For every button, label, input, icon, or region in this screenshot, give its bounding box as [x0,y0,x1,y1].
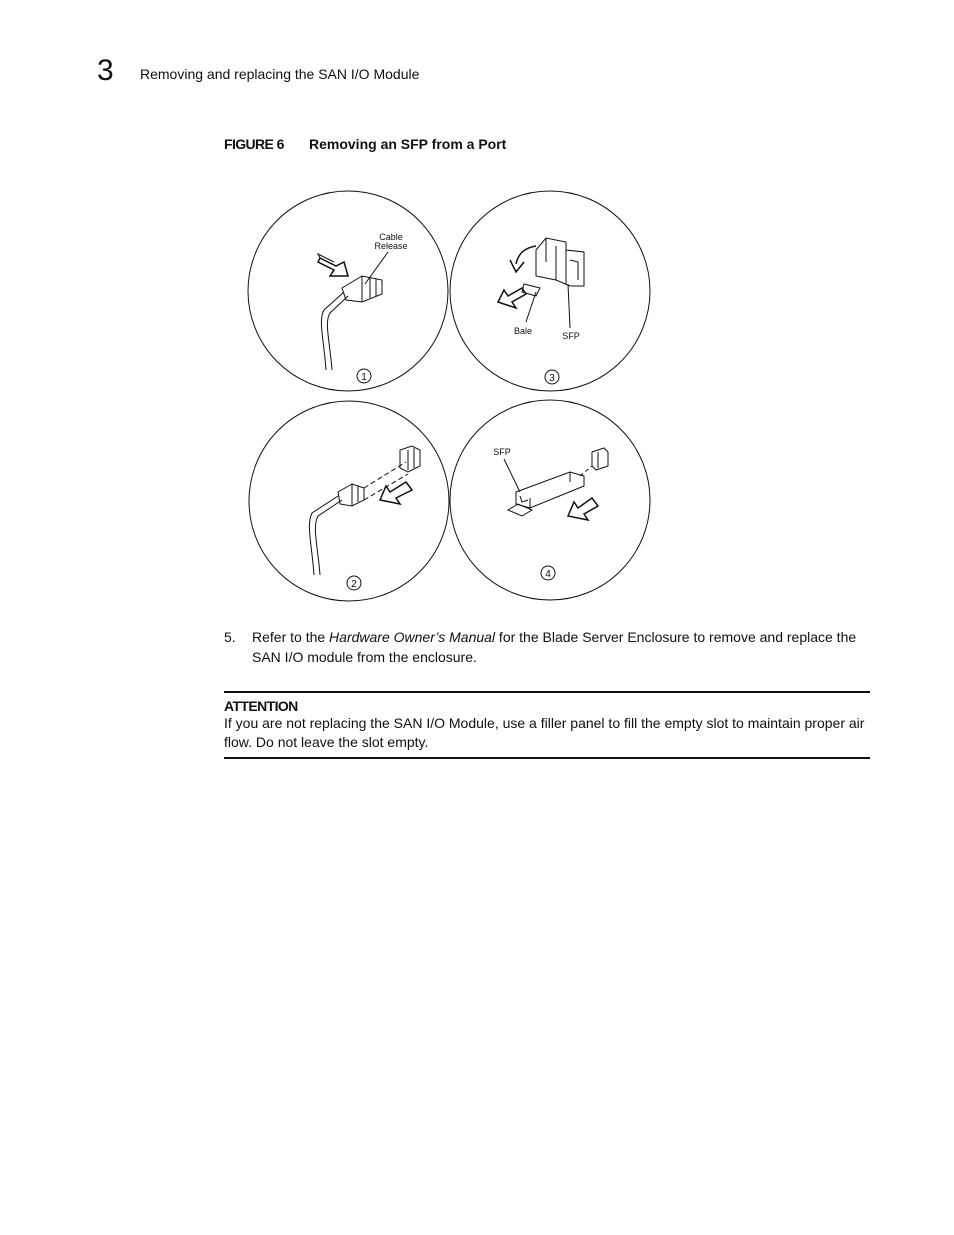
step-text-before: Refer to the [252,629,330,645]
step-text [252,628,874,667]
panel-3-sfp-label: SFP [562,331,580,341]
bale-label: Bale [513,326,533,336]
panel-2-disconnect-cable [249,401,449,601]
panel-4-remove-sfp [450,400,650,600]
step-5 [224,628,874,667]
panel-3-number: 3 [549,373,555,384]
manual-title: Hardware Owner’s Manual [329,629,496,645]
attention-body: If you are not replacing the SAN I/O Module, use a filler panel to fill the empty slot to maintain proper air flow. Do not leave the slot empty. [224,715,865,750]
running-header-title: Removing and replacing the SAN I/O Module [140,66,420,82]
attention-title: ATTENTION [224,698,298,714]
panel-1-number: 1 [361,372,367,383]
panel-3-bale [450,191,650,391]
figure-label: FIGURE 6 [224,136,284,152]
panel-1-cable-release [248,191,448,391]
chapter-number: 3 [97,54,114,87]
panel-4-sfp-label: SFP [493,447,511,457]
step-number: 5. [224,629,236,645]
panel-4-number: 4 [545,569,551,580]
figure-title: Removing an SFP from a Port [309,136,507,152]
cable-label: Cable [379,232,403,242]
attention-box [224,691,870,759]
figure-sfp-removal [240,180,660,610]
release-label: Release [374,241,408,251]
panel-2-number: 2 [351,579,357,590]
step-text-after: for the Blade Server Enclosure to remove and replace the SAN I/O module from the enclosure. [252,629,857,665]
